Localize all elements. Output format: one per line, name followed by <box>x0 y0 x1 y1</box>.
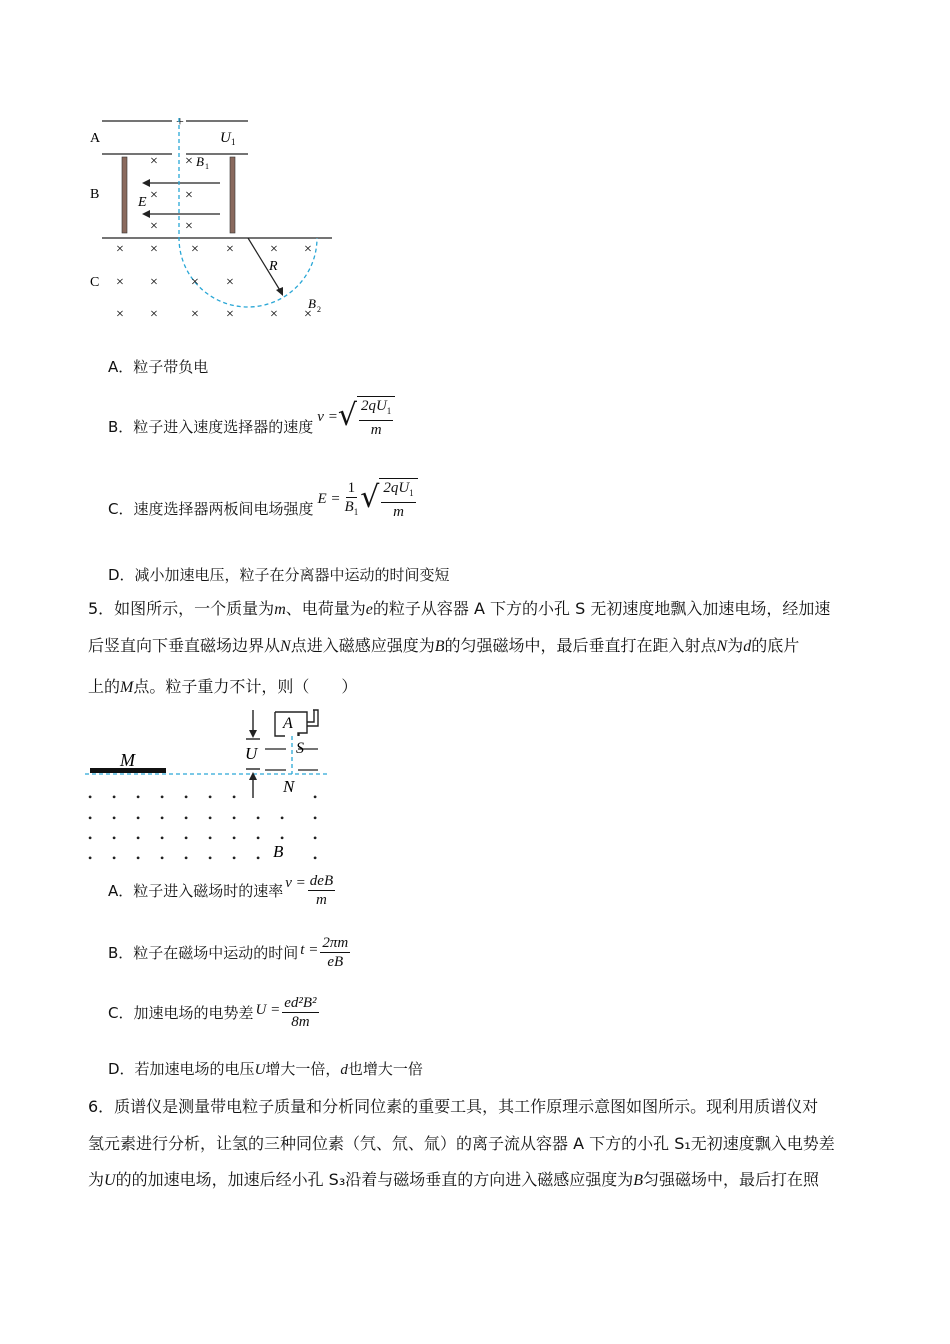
label-c: C <box>90 275 100 290</box>
label-b1-sub: 1 <box>205 162 209 171</box>
var-d: d <box>743 638 752 655</box>
q4-option-a <box>108 356 208 377</box>
dot-mark: • <box>280 831 285 845</box>
cross-mark: × <box>116 242 124 257</box>
option-text: C．加速电场的电势差 <box>108 1004 254 1022</box>
cross-mark: × <box>191 275 199 290</box>
q4-option-b <box>108 396 395 439</box>
var-m: m <box>274 601 286 618</box>
dot-mark: • <box>88 811 93 825</box>
label-a: A <box>90 131 101 146</box>
dot-mark: • <box>88 831 93 845</box>
q5-option-c <box>108 994 319 1031</box>
var-b: B <box>633 1172 644 1189</box>
option-text: D．减小加速电压，粒子在分离器中运动的时间变短 <box>108 566 450 584</box>
var-b: B <box>434 638 445 655</box>
label-b: B <box>90 187 100 202</box>
sqrt: √ $\frac{2qU_1}{m}$ <box>360 478 417 521</box>
dot-mark: • <box>232 790 237 804</box>
q6-stem-line1: 6．质谱仪是测量带电粒子质量和分析同位素的重要工具，其工作原理示意图如图所示。现利用质谱仪对 <box>88 1097 819 1116</box>
cross-mark: × <box>150 219 158 234</box>
dot-mark: • <box>88 851 93 865</box>
cross-mark: × <box>116 307 124 322</box>
right-plate <box>230 157 235 233</box>
dot-mark: • <box>184 811 189 825</box>
label-b: B <box>273 842 284 861</box>
label-n: N <box>283 777 295 796</box>
plus-sign: + <box>176 115 184 130</box>
formula-lhs: v = <box>317 409 338 425</box>
var-n: N <box>280 638 291 655</box>
label-m: M <box>120 750 135 770</box>
dot-mark: • <box>112 851 117 865</box>
label-u1: U <box>220 130 231 146</box>
label-s: S <box>296 740 304 757</box>
dot-mark: • <box>232 811 237 825</box>
option-text: A．粒子进入磁场时的速率 <box>108 882 284 900</box>
numerator: ed²B² <box>284 995 317 1011</box>
denominator: 8m <box>291 1014 310 1030</box>
subscript: 1 <box>409 488 414 498</box>
denominator: B <box>344 498 354 515</box>
q5-stem-line2: 后竖直向下垂直磁场边界从N点进入磁感应强度为B的匀强磁场中，最后垂直打在距入射点N为d的底片 <box>88 636 800 655</box>
cross-mark: × <box>185 188 193 203</box>
var-m: M <box>120 679 134 696</box>
dot-mark: • <box>88 790 93 804</box>
q5-option-a <box>108 872 335 909</box>
left-plate <box>122 157 127 233</box>
q4-option-d <box>108 564 450 585</box>
cross-mark: × <box>116 275 124 290</box>
dot-mark: • <box>112 831 117 845</box>
var-e: e <box>365 601 373 618</box>
subscript: 1 <box>353 506 359 517</box>
cross-mark: × <box>191 242 199 257</box>
sqrt: √ $\frac{2qU_1}{m}$ <box>338 396 395 439</box>
figure-velocity-selector <box>80 110 350 330</box>
dot-mark: • <box>280 811 285 825</box>
q5-stem-line1: 5．如图所示，一个质量为m、电荷量为e的粒子从容器 A 下方的小孔 S 无初速度地飘入加速电场，经加速 <box>88 599 831 618</box>
dot-mark: • <box>313 851 318 865</box>
formula-lhs: v = <box>285 875 306 891</box>
cross-mark: × <box>270 307 278 322</box>
label-a: A <box>283 715 293 732</box>
q4-option-c <box>108 478 418 521</box>
dot-mark: • <box>208 851 213 865</box>
option-text: B．粒子进入速度选择器的速度 <box>108 418 314 436</box>
subscript: 1 <box>386 406 392 416</box>
numerator: deB <box>309 873 334 889</box>
option-text: A．粒子带负电 <box>108 358 209 376</box>
option-text: C．速度选择器两板间电场强度 <box>108 500 314 518</box>
denominator: eB <box>327 954 344 970</box>
label-b2: B <box>308 296 316 311</box>
numerator: 2qU <box>360 398 387 414</box>
dot-mark: • <box>160 831 165 845</box>
dot-mark: • <box>136 851 141 865</box>
cross-mark: × <box>185 219 193 234</box>
denominator: m <box>316 892 327 908</box>
container-a <box>275 710 314 736</box>
label-b1: B <box>196 154 204 169</box>
cross-mark: × <box>304 242 312 257</box>
cross-mark: × <box>150 188 158 203</box>
particle-path <box>179 118 317 307</box>
label-u1-sub: 1 <box>231 137 236 147</box>
dot-mark: • <box>184 790 189 804</box>
q5-option-d: D．若加速电场的电压U增大一倍，d也增大一倍 <box>108 1060 423 1078</box>
dot-mark: • <box>160 811 165 825</box>
dot-mark: • <box>232 851 237 865</box>
dot-mark: • <box>208 831 213 845</box>
dot-mark: • <box>256 811 261 825</box>
q6-stem-line2: 氢元素进行分析，让氢的三种同位素（氕、氘、氚）的离子流从容器 A 下方的小孔 S₁无初速度飘入电势差 <box>88 1134 835 1153</box>
dot-mark: • <box>232 831 237 845</box>
label-u: U <box>245 744 258 763</box>
formula-lhs: U = <box>255 1002 281 1018</box>
numerator: 2πm <box>322 935 349 951</box>
cross-mark: × <box>150 242 158 257</box>
option-text: B．粒子在磁场中运动的时间 <box>108 944 299 962</box>
numerator: 2qU <box>383 480 410 496</box>
dot-mark: • <box>313 831 318 845</box>
dot-mark: • <box>136 831 141 845</box>
dot-mark: • <box>136 790 141 804</box>
cross-mark: × <box>150 154 158 169</box>
cross-mark: × <box>304 307 312 322</box>
denominator: m <box>393 504 404 520</box>
var-u: U <box>254 1062 266 1078</box>
cross-mark: × <box>226 307 234 322</box>
dot-mark: • <box>208 790 213 804</box>
var-n: N <box>716 638 728 655</box>
dot-mark: • <box>184 851 189 865</box>
dot-mark: • <box>184 831 189 845</box>
dot-mark: • <box>208 811 213 825</box>
dot-mark: • <box>256 851 261 865</box>
numerator: 1 <box>347 479 356 496</box>
dot-mark: • <box>256 831 261 845</box>
cross-mark: × <box>150 307 158 322</box>
var-u: U <box>104 1172 116 1189</box>
dot-mark: • <box>136 811 141 825</box>
q5-stem-line3: 上的M点。粒子重力不计，则（ ） <box>88 677 358 696</box>
denominator: m <box>370 422 382 438</box>
cross-mark: × <box>226 242 234 257</box>
cross-mark: × <box>270 242 278 257</box>
label-r: R <box>269 259 278 274</box>
cross-mark: × <box>226 275 234 290</box>
q6-stem-line3: 为U的的加速电场，加速后经小孔 S₃沿着与磁场垂直的方向进入磁感应强度为B匀强磁场中，最后打在照 <box>88 1170 820 1189</box>
cross-mark: × <box>191 307 199 322</box>
var-d: d <box>340 1062 348 1078</box>
label-b2-sub: 2 <box>317 305 321 314</box>
cross-mark: × <box>150 275 158 290</box>
formula-lhs: t = <box>300 942 319 958</box>
cross-mark: × <box>185 154 193 169</box>
dot-mark: • <box>313 790 318 804</box>
dot-mark: • <box>160 851 165 865</box>
formula-lhs: E = <box>317 491 341 507</box>
label-e: E <box>138 195 147 210</box>
dot-mark: • <box>112 811 117 825</box>
figure-mass-spectrometer <box>80 706 340 866</box>
dot-mark: • <box>313 811 318 825</box>
q5-option-b <box>108 934 350 971</box>
dot-mark: • <box>112 790 117 804</box>
dot-mark: • <box>160 790 165 804</box>
